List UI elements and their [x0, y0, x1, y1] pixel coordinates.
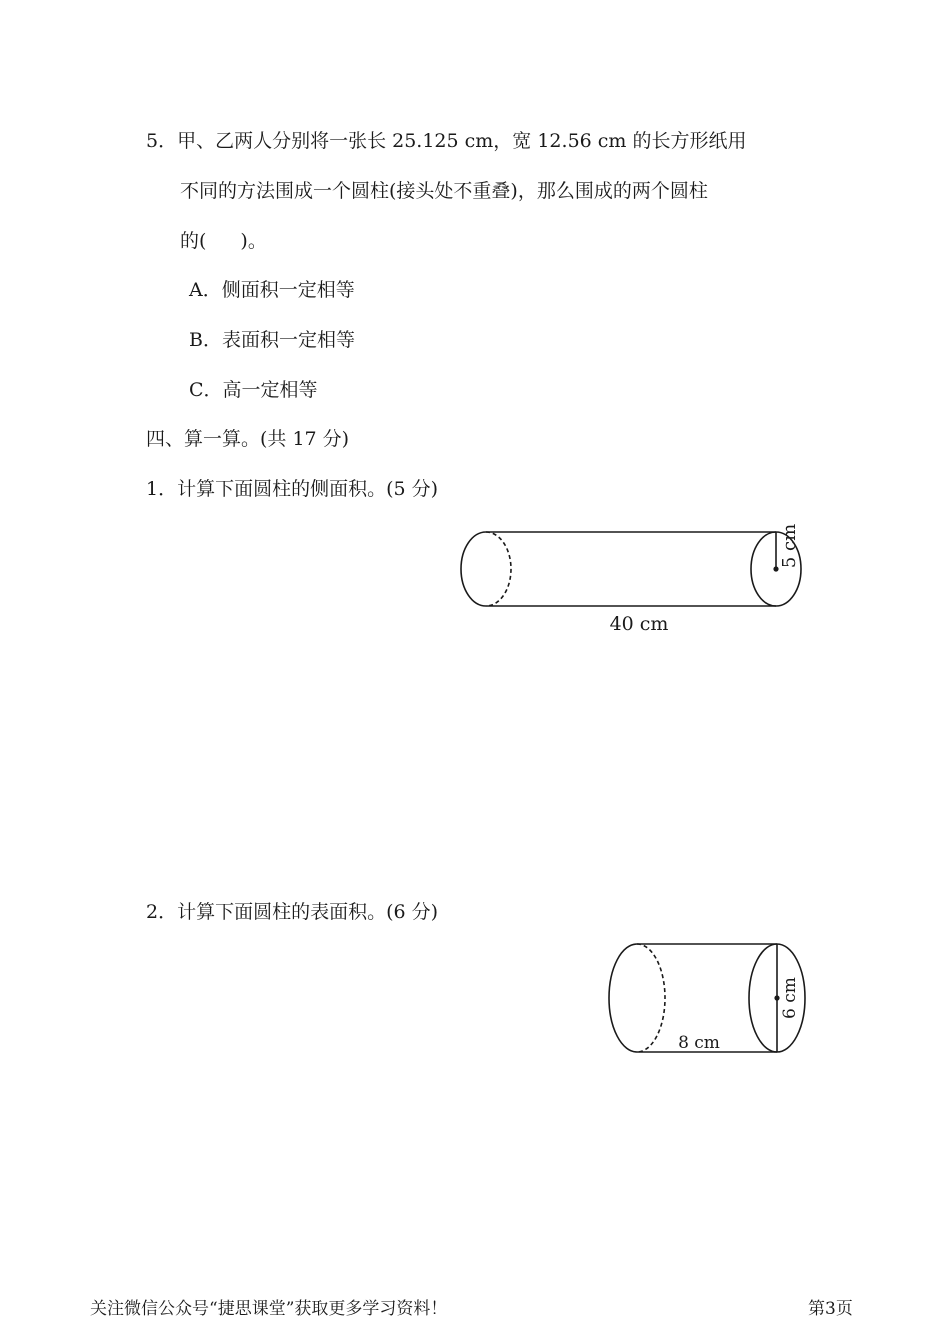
option-c-letter: C． [189, 379, 223, 401]
answer-bracket-close: )。 [240, 230, 267, 252]
option-b-text: 表面积一定相等 [221, 329, 355, 351]
cylinder-1-radius-label: 5 cm [779, 523, 800, 569]
question-5-line-2: 不同的方法围成一个圆柱(接头处不重叠)，那么围成的两个圆柱 [180, 180, 708, 202]
cylinder-figure-1 [450, 515, 820, 640]
option-a[interactable] [189, 277, 355, 303]
option-c[interactable] [189, 377, 318, 403]
option-b-letter: B． [189, 329, 222, 351]
cylinder-1-length-label: 40 cm [609, 613, 669, 635]
option-a-letter: A． [189, 279, 222, 301]
cylinder-2-center-dot [774, 995, 779, 1000]
section-4-question-1: 1．计算下面圆柱的侧面积。(5 分) [146, 478, 439, 500]
section-4-question-2: 2．计算下面圆柱的表面积。(6 分) [146, 901, 439, 923]
cylinder-1-left-front-arc [461, 532, 486, 606]
cylinder-2-length-label: 8 cm [678, 1033, 720, 1053]
cylinder-2-diameter-label: 6 cm [780, 977, 800, 1019]
page-number: 第3页 [808, 1299, 853, 1319]
answer-bracket-open: 的( [180, 230, 207, 252]
section-4-heading: 四、算一算。(共 17 分) [146, 428, 350, 450]
option-b[interactable] [189, 327, 355, 353]
cylinder-2-left-front-arc [609, 944, 637, 1052]
question-5-line-1: 5．甲、乙两人分别将一张长 25.125 cm，宽 12.56 cm 的长方形纸用 [146, 130, 747, 152]
footer-promo-text: 关注微信公众号“捷思课堂”获取更多学习资料！ [90, 1299, 448, 1319]
option-c-text: 高一定相等 [222, 379, 318, 401]
option-a-text: 侧面积一定相等 [221, 279, 355, 301]
cylinder-1-left-back-arc [486, 532, 511, 606]
question-5-line-3 [180, 228, 267, 254]
cylinder-figure-2 [598, 935, 813, 1060]
cylinder-2-left-back-arc [637, 944, 665, 1052]
cylinder-1-center-dot [773, 566, 778, 571]
